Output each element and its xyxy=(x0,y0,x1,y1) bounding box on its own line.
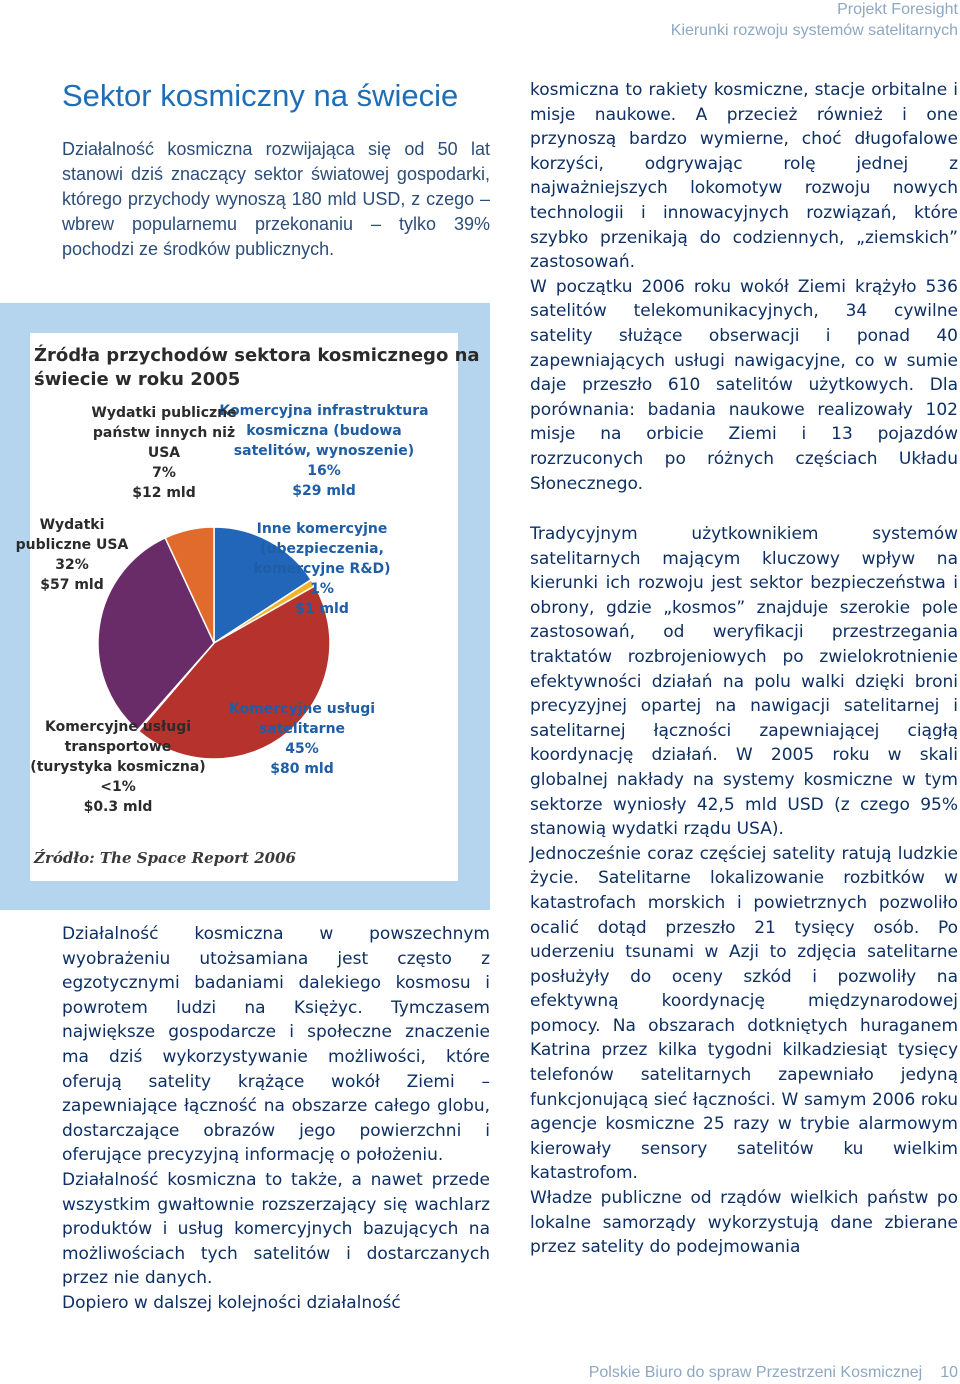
chart-frame xyxy=(0,303,490,910)
project-name: Projekt Foresight xyxy=(837,1,958,18)
slice-label: Komercyjne usługi satelitarne 45% $80 mld xyxy=(228,701,376,777)
section-title: Sektor kosmiczny na świecie xyxy=(62,78,459,113)
chart-title-line1: Źródła przychodów sektora kosmicznego na xyxy=(34,345,480,366)
chart-panel xyxy=(15,333,480,881)
page-footer xyxy=(589,1364,958,1382)
left-column xyxy=(62,922,490,1316)
pie-chart xyxy=(15,333,480,881)
slice-label: Komercyjna infrastruktura kosmiczna (budowa satelitów, wynoszenie) 16% $29 mld xyxy=(219,403,429,499)
right-paragraph-3: Tradycyjnym użytkownikiem systemów satelitarnych mającym kluczowy wpływ na kierunki ich rozwoju jest sektor bezpieczeństwa i obrony, gdzie „kosmos” znajduje szerokie pole zastosowań, od weryfikacji przestrzegania traktatów rozbrojeniowych po zwielokrotnienie efektywności działań na polu walki dzięki broni precyzyjnej opartej na nawigacji satelitarnej i satelitarnej łączności zapewniającej ciągłą koordynację działań. W 2005 roku w skali globalnej nakłady na systemy kosmiczne w tym sektorze wyniosły 42,5 mld USD (z czego 95% stanowią wydatki rządu USA). xyxy=(530,524,958,840)
right-column-bottom xyxy=(530,522,958,1260)
left-paragraph-3: Dopiero w dalszej kolejności działalność xyxy=(62,1292,401,1313)
right-paragraph-2: W początku 2006 roku wokół Ziemi krążyło 536 satelitów telekomunikacyjnych, 34 cywilne satelity służące obserwacji i ponad 40 zapewniających usługi nawigacyjne, co w sumie daje przeszło 610 satelitów użytkowych. Dla porównania: badania naukowe realizowały 102 misje na orbicie Ziemi i 13 pojazdów rozrzuconych po różnych częściach Układu Słonecznego. xyxy=(530,276,958,494)
intro-paragraph xyxy=(62,137,490,262)
chart-title-line2: świecie w roku 2005 xyxy=(34,369,241,390)
right-column-top xyxy=(530,78,958,496)
right-paragraph-1: kosmiczna to rakiety kosmiczne, stacje orbitalne i misje naukowe. A przecież również i one przynoszą bardzo wymierne, choć długofalowe korzyści, odgrywając rolę jednej z najważniejszych lokomotyw rozwoju nowych technologii i innowacyjnych rozwiązań, które szybko przenikają do codziennych, „ziemskich” zastosowań. xyxy=(530,80,958,273)
slice-label: Wydatki publiczne USA 32% $57 mld xyxy=(15,517,129,593)
report-title: Kierunki rozwoju systemów satelitarnych xyxy=(670,22,958,39)
right-paragraph-4: Jednocześnie coraz częściej satelity ratują ludzkie życie. Satelitarne lokalizowanie rozbitków w katastrofach morskich i powietrznych pozwoliło ocalić dotąd przeszło 21 tysięcy osób. Po uderzeniu tsunami w Azji to zdjęcia satelitarne posłużyły do oceny szkód i pozwoliły na efektywną koordynację międzynarodowej pomocy. Na obszarach dotkniętych huraganem Katrina przez kilka tygodni kilkadziesiąt tysięcy telefonów satelitarnych zapewniało jedyną funkcjonującą sieć łączności. W samym 2006 roku agencje kosmiczne 25 razy w trybie alarmowym kierowały sensory satelitów ku wielkim katastrofom. xyxy=(530,843,958,1184)
page-header xyxy=(671,0,958,42)
right-paragraph-5: Władze publiczne od rządów wielkich państw po lokalne samorządy wykorzystują dane zbierane przez satelity do podejmowania xyxy=(530,1188,958,1258)
left-paragraph-2: Działalność kosmiczna to także, a nawet przede wszystkim gwałtownie rozszerzający się wachlarz produktów i usług komercyjnych bazujących na możliwościach tych satelitów i dostarczanych przez nie danych. xyxy=(62,1169,490,1289)
slice-label: Inne komercyjne (ubezpieczenia, komercyjne R&D) 1% $1 mld xyxy=(253,521,391,617)
footer-text: Polskie Biuro do spraw Przestrzeni Kosmicznej xyxy=(588,1364,923,1381)
intro-text: Działalność kosmiczna rozwijająca się od 50 lat stanowi dziś znaczący sektor światowej gospodarki, którego przychody wynoszą 180 mld USD, z czego – wbrew popularnemu przekonaniu – tylko 39% pochodzi ze środków publicznych. xyxy=(62,139,490,259)
slice-label: Wydatki publiczne państw innych niż USA 7% $12 mld xyxy=(91,405,237,501)
slice-label: Komercyjne usługi transportowe (turystyka kosmiczna) <1% $0.3 mld xyxy=(30,719,206,815)
page-number: 10 xyxy=(940,1364,958,1381)
chart-source: Źródło: The Space Report 2006 xyxy=(34,849,296,867)
left-paragraph-1: Działalność kosmiczna w powszechnym wyobrażeniu utożsamiana jest często z egzotycznymi badaniami dalekiego kosmosu i powrotem ludzi na Księżyc. Tymczasem największe gospodarcze i społeczne znaczenie ma dziś wykorzystywanie możliwości, które oferują satelity krążące wokół Ziemi – zapewniające łączność na obszarze całego globu, dostarczające obrazów jego powierzchni i oferujące precyzyjną informację o położeniu. xyxy=(62,924,490,1166)
